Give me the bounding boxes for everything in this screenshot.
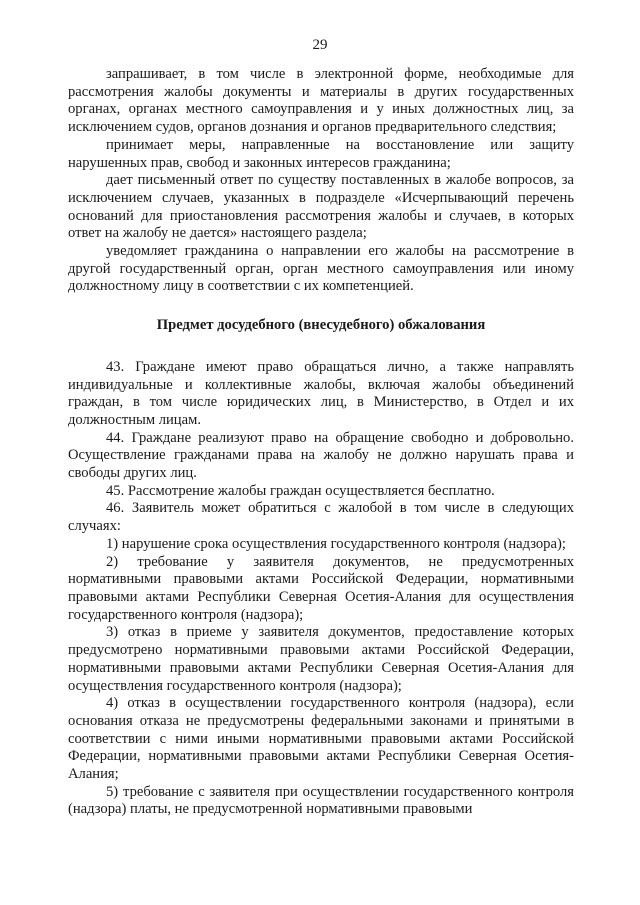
document-body: [68, 66, 574, 819]
paragraph: уведомляет гражданина о направлении его жалобы на рассмотрение в другой государственный орган, орган местного самоуправления или иному должностному лицу в соответствии с их компетенцией.: [68, 243, 574, 295]
paragraph: 44. Граждане реализуют право на обращение свободно и добровольно. Осуществление гражданами права на жалобу не должно нарушать права и свободы других лиц.: [68, 429, 574, 482]
list-item: 1) нарушение срока осуществления государственного контроля (надзора);: [106, 535, 566, 552]
list-item: 3) отказ в приеме у заявителя документов, предоставление которых предусмотрено нормативными правовыми актами Российской Федерации, нормативными правовыми актами Республики Северная Осетия-Алания для осуществления государственного контроля (надзора);: [68, 624, 574, 694]
section-heading: Предмет досудебного (внесудебного) обжалования: [156, 317, 486, 334]
paragraph: 46. Заявитель может обратиться с жалобой в том числе в следующих случаях:: [68, 500, 574, 535]
list-item: 4) отказ в осуществлении государственного контроля (надзора), если основания отказа не предусмотрены федеральными законами и принятыми в соответствии с ними иными нормативными правовыми актами Российской Федерации, нормативными правовыми актами Республики Северная Осетия-Алания;: [68, 695, 574, 783]
paragraph: запрашивает, в том числе в электронной форме, необходимые для рассмотрения жалобы документы и материалы в других государственных органах, органах местного самоуправления и у иных должностных лиц, за исключением судов, органов дознания и органов предварительного следствия;: [68, 66, 574, 136]
list-item: 2) требование у заявителя документов, не предусмотренных нормативными правовыми актами Российской Федерации, нормативными правовыми актами Республики Северная Осетия-Алания для осуществления государственного контроля (надзора);: [68, 553, 574, 623]
paragraph: 45. Рассмотрение жалобы граждан осуществляется бесплатно.: [106, 482, 495, 499]
page-number: 29: [312, 37, 328, 53]
list-item: 5) требование с заявителя при осуществлении государственного контроля (надзора) платы, не предусмотренной нормативными правовыми: [68, 783, 574, 818]
paragraph: дает письменный ответ по существу поставленных в жалобе вопросов, за исключением случаев, указанных в подразделе «Исчерпывающий перечень оснований для приостановления рассмотрения жалобы и случаев, в которых ответ на жалобу не дается» настоящего раздела;: [68, 172, 574, 242]
paragraph: 43. Граждане имеют право обращаться лично, а также направлять индивидуальные и коллективные жалобы, включая жалобы объединений граждан, в том числе юридических лиц, в Министерство, в Отдел и их должностным лицам.: [68, 358, 574, 428]
paragraph: принимает меры, направленные на восстановление или защиту нарушенных прав, свобод и законных интересов гражданина;: [68, 136, 574, 171]
